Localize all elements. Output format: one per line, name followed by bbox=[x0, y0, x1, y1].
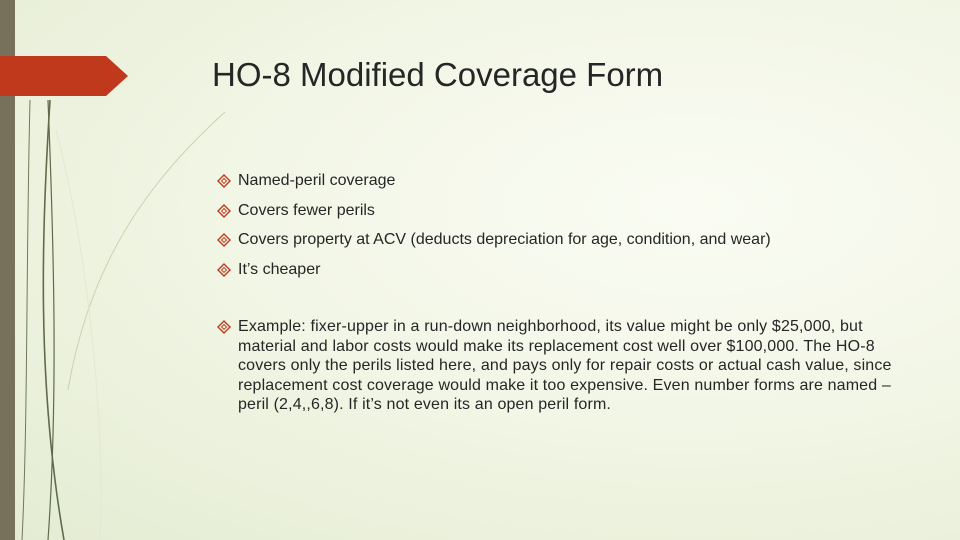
diamond-outline-icon bbox=[217, 263, 231, 277]
bullet-item bbox=[217, 171, 917, 191]
diamond-outline-icon bbox=[217, 233, 231, 247]
bullet-item-example bbox=[217, 317, 917, 415]
bullet-text: It’s cheaper bbox=[238, 261, 321, 278]
bullet-item bbox=[217, 260, 917, 280]
bullet-item bbox=[217, 201, 917, 221]
diamond-outline-icon bbox=[217, 320, 231, 334]
diamond-outline-icon bbox=[217, 204, 231, 218]
diamond-outline-icon bbox=[217, 174, 231, 188]
bullet-item bbox=[217, 230, 917, 250]
bullet-text: Covers property at ACV (deducts depreciation for age, condition, and wear) bbox=[238, 231, 771, 248]
slide-title: HO-8 Modified Coverage Form bbox=[212, 56, 664, 93]
bullet-list bbox=[217, 171, 917, 415]
bullet-text: Covers fewer perils bbox=[238, 202, 375, 219]
title-arrow-shape bbox=[0, 56, 128, 96]
bullet-text: Example: fixer-upper in a run-down neighborhood, its value might be only $25,000, but material and labor costs would make its replacement cost well over $100,000. The HO-8 covers only the perils listed here, and pays only for repair costs or actual cash value, since replacement cost coverage would make it too expensive. Even number forms are named –peril (2,4,,6,8). If it’s not even its an open peril form. bbox=[238, 318, 892, 413]
bullet-text: Named-peril coverage bbox=[238, 172, 396, 189]
